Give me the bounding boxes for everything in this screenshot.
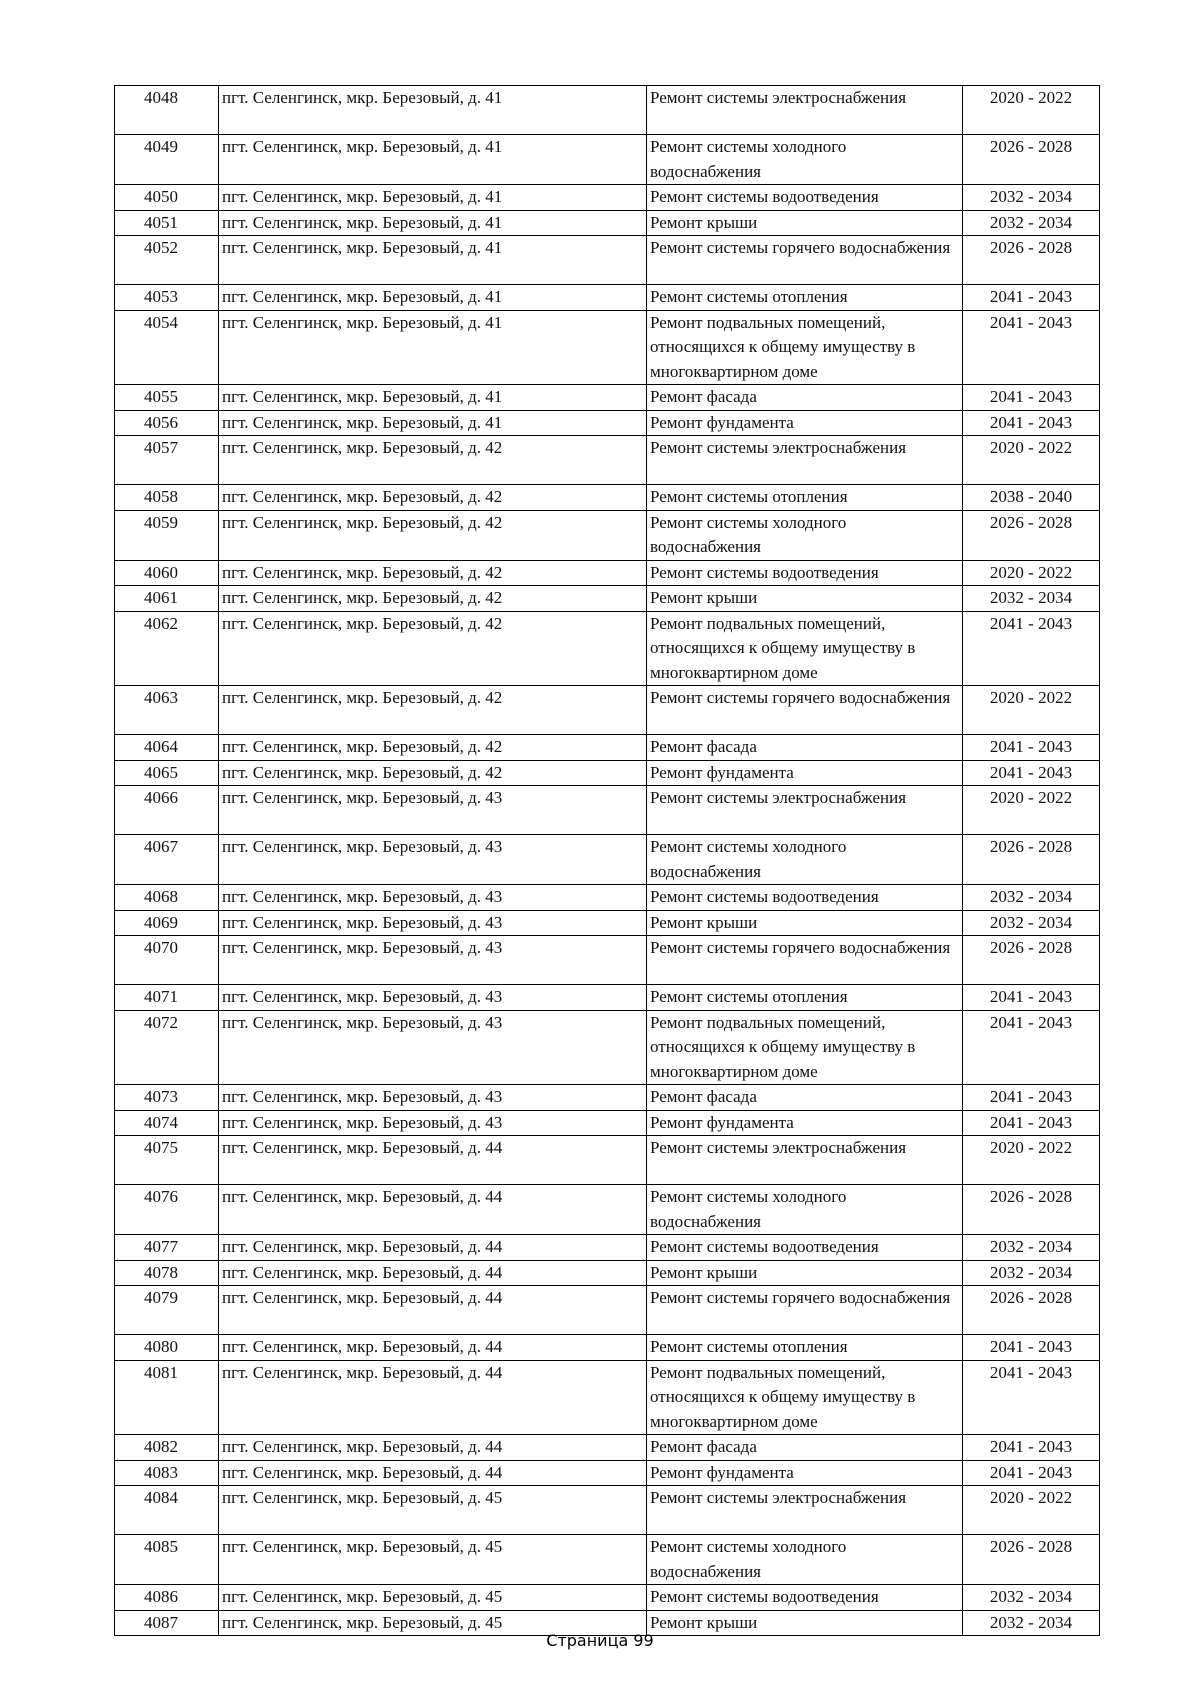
period-cell: 2041 - 2043	[963, 1010, 1100, 1085]
address-cell: пгт. Селенгинск, мкр. Березовый, д. 45	[219, 1535, 647, 1585]
address-cell: пгт. Селенгинск, мкр. Березовый, д. 42	[219, 686, 647, 735]
period-cell: 2041 - 2043	[963, 760, 1100, 786]
period-cell: 2026 - 2028	[963, 1185, 1100, 1235]
row-number-cell: 4087	[115, 1610, 219, 1636]
address-cell: пгт. Селенгинск, мкр. Березовый, д. 41	[219, 135, 647, 185]
row-number-cell: 4075	[115, 1136, 219, 1185]
period-cell: 2041 - 2043	[963, 985, 1100, 1011]
row-number-cell: 4057	[115, 436, 219, 485]
table-row	[115, 1335, 1100, 1361]
row-number-cell: 4078	[115, 1260, 219, 1286]
address-cell: пгт. Селенгинск, мкр. Березовый, д. 43	[219, 1110, 647, 1136]
table-row	[115, 385, 1100, 411]
address-cell: пгт. Селенгинск, мкр. Березовый, д. 45	[219, 1585, 647, 1611]
period-cell: 2032 - 2034	[963, 1585, 1100, 1611]
work-type-cell: Ремонт фундамента	[647, 760, 963, 786]
row-number-cell: 4058	[115, 485, 219, 511]
row-number-cell: 4055	[115, 385, 219, 411]
address-cell: пгт. Селенгинск, мкр. Березовый, д. 43	[219, 936, 647, 985]
work-type-cell: Ремонт системы отопления	[647, 285, 963, 311]
period-cell: 2032 - 2034	[963, 1235, 1100, 1261]
address-cell: пгт. Селенгинск, мкр. Березовый, д. 43	[219, 885, 647, 911]
period-cell: 2020 - 2022	[963, 686, 1100, 735]
row-number-cell: 4081	[115, 1360, 219, 1435]
address-cell: пгт. Селенгинск, мкр. Березовый, д. 41	[219, 385, 647, 411]
address-cell: пгт. Селенгинск, мкр. Березовый, д. 42	[219, 586, 647, 612]
row-number-cell: 4073	[115, 1085, 219, 1111]
address-cell: пгт. Селенгинск, мкр. Березовый, д. 44	[219, 1360, 647, 1435]
row-number-cell: 4063	[115, 686, 219, 735]
row-number-cell: 4077	[115, 1235, 219, 1261]
period-cell: 2020 - 2022	[963, 1486, 1100, 1535]
row-number-cell: 4076	[115, 1185, 219, 1235]
address-cell: пгт. Селенгинск, мкр. Березовый, д. 45	[219, 1610, 647, 1636]
table-row	[115, 1360, 1100, 1435]
work-type-cell: Ремонт фасада	[647, 735, 963, 761]
table-row	[115, 1085, 1100, 1111]
table-row	[115, 686, 1100, 735]
period-cell: 2041 - 2043	[963, 1435, 1100, 1461]
address-cell: пгт. Селенгинск, мкр. Березовый, д. 43	[219, 985, 647, 1011]
period-cell: 2032 - 2034	[963, 1260, 1100, 1286]
table-row	[115, 835, 1100, 885]
table-row	[115, 1136, 1100, 1185]
row-number-cell: 4060	[115, 560, 219, 586]
work-type-cell: Ремонт подвальных помещений, относящихся к общему имуществу в многоквартирном доме	[647, 1010, 963, 1085]
table-row	[115, 560, 1100, 586]
period-cell: 2026 - 2028	[963, 510, 1100, 560]
table-row	[115, 586, 1100, 612]
row-number-cell: 4062	[115, 611, 219, 686]
period-cell: 2026 - 2028	[963, 936, 1100, 985]
table-row	[115, 485, 1100, 511]
period-cell: 2041 - 2043	[963, 1335, 1100, 1361]
address-cell: пгт. Селенгинск, мкр. Березовый, д. 42	[219, 735, 647, 761]
page-number: Страница 99	[546, 1631, 654, 1650]
row-number-cell: 4068	[115, 885, 219, 911]
period-cell: 2026 - 2028	[963, 236, 1100, 285]
work-type-cell: Ремонт системы водоотведения	[647, 1585, 963, 1611]
period-cell: 2041 - 2043	[963, 611, 1100, 686]
period-cell: 2032 - 2034	[963, 185, 1100, 211]
table-row	[115, 1185, 1100, 1235]
table-row	[115, 735, 1100, 761]
period-cell: 2020 - 2022	[963, 560, 1100, 586]
address-cell: пгт. Селенгинск, мкр. Березовый, д. 42	[219, 436, 647, 485]
work-type-cell: Ремонт фундамента	[647, 1460, 963, 1486]
address-cell: пгт. Селенгинск, мкр. Березовый, д. 41	[219, 410, 647, 436]
period-cell: 2041 - 2043	[963, 310, 1100, 385]
work-type-cell: Ремонт системы электроснабжения	[647, 786, 963, 835]
table-row	[115, 310, 1100, 385]
address-cell: пгт. Селенгинск, мкр. Березовый, д. 44	[219, 1335, 647, 1361]
address-cell: пгт. Селенгинск, мкр. Березовый, д. 44	[219, 1136, 647, 1185]
address-cell: пгт. Селенгинск, мкр. Березовый, д. 42	[219, 760, 647, 786]
work-type-cell: Ремонт крыши	[647, 1260, 963, 1286]
period-cell: 2026 - 2028	[963, 1535, 1100, 1585]
row-number-cell: 4056	[115, 410, 219, 436]
table-body	[115, 86, 1100, 1636]
address-cell: пгт. Селенгинск, мкр. Березовый, д. 42	[219, 611, 647, 686]
table-row	[115, 910, 1100, 936]
row-number-cell: 4067	[115, 835, 219, 885]
work-type-cell: Ремонт системы холодного водоснабжения	[647, 835, 963, 885]
period-cell: 2038 - 2040	[963, 485, 1100, 511]
work-type-cell: Ремонт системы электроснабжения	[647, 1136, 963, 1185]
work-type-cell: Ремонт фундамента	[647, 1110, 963, 1136]
period-cell: 2032 - 2034	[963, 586, 1100, 612]
work-type-cell: Ремонт системы холодного водоснабжения	[647, 1535, 963, 1585]
work-type-cell: Ремонт системы электроснабжения	[647, 436, 963, 485]
table-row	[115, 1585, 1100, 1611]
row-number-cell: 4048	[115, 86, 219, 135]
address-cell: пгт. Селенгинск, мкр. Березовый, д. 41	[219, 210, 647, 236]
work-type-cell: Ремонт крыши	[647, 586, 963, 612]
address-cell: пгт. Селенгинск, мкр. Березовый, д. 41	[219, 236, 647, 285]
row-number-cell: 4059	[115, 510, 219, 560]
table-row	[115, 885, 1100, 911]
work-type-cell: Ремонт фасада	[647, 385, 963, 411]
work-type-cell: Ремонт системы водоотведения	[647, 885, 963, 911]
table-row	[115, 86, 1100, 135]
row-number-cell: 4050	[115, 185, 219, 211]
row-number-cell: 4053	[115, 285, 219, 311]
row-number-cell: 4054	[115, 310, 219, 385]
work-type-cell: Ремонт подвальных помещений, относящихся к общему имуществу в многоквартирном доме	[647, 611, 963, 686]
period-cell: 2026 - 2028	[963, 1286, 1100, 1335]
table-row	[115, 786, 1100, 835]
work-type-cell: Ремонт системы горячего водоснабжения	[647, 236, 963, 285]
row-number-cell: 4051	[115, 210, 219, 236]
row-number-cell: 4069	[115, 910, 219, 936]
row-number-cell: 4065	[115, 760, 219, 786]
address-cell: пгт. Селенгинск, мкр. Березовый, д. 42	[219, 485, 647, 511]
address-cell: пгт. Селенгинск, мкр. Березовый, д. 43	[219, 910, 647, 936]
work-type-cell: Ремонт системы горячего водоснабжения	[647, 1286, 963, 1335]
period-cell: 2032 - 2034	[963, 910, 1100, 936]
row-number-cell: 4082	[115, 1435, 219, 1461]
address-cell: пгт. Селенгинск, мкр. Березовый, д. 45	[219, 1486, 647, 1535]
address-cell: пгт. Селенгинск, мкр. Березовый, д. 44	[219, 1286, 647, 1335]
address-cell: пгт. Селенгинск, мкр. Березовый, д. 43	[219, 1010, 647, 1085]
work-type-cell: Ремонт системы горячего водоснабжения	[647, 686, 963, 735]
period-cell: 2020 - 2022	[963, 1136, 1100, 1185]
table-row	[115, 1535, 1100, 1585]
work-type-cell: Ремонт крыши	[647, 910, 963, 936]
row-number-cell: 4049	[115, 135, 219, 185]
address-cell: пгт. Селенгинск, мкр. Березовый, д. 41	[219, 285, 647, 311]
table-row	[115, 985, 1100, 1011]
work-type-cell: Ремонт системы электроснабжения	[647, 86, 963, 135]
work-type-cell: Ремонт системы водоотведения	[647, 1235, 963, 1261]
table-row	[115, 285, 1100, 311]
table-row	[115, 135, 1100, 185]
table-row	[115, 760, 1100, 786]
work-type-cell: Ремонт системы отопления	[647, 1335, 963, 1361]
address-cell: пгт. Селенгинск, мкр. Березовый, д. 43	[219, 786, 647, 835]
row-number-cell: 4070	[115, 936, 219, 985]
period-cell: 2020 - 2022	[963, 436, 1100, 485]
table-row	[115, 1460, 1100, 1486]
table-row	[115, 1486, 1100, 1535]
work-type-cell: Ремонт подвальных помещений, относящихся к общему имуществу в многоквартирном доме	[647, 310, 963, 385]
row-number-cell: 4074	[115, 1110, 219, 1136]
period-cell: 2032 - 2034	[963, 210, 1100, 236]
address-cell: пгт. Селенгинск, мкр. Березовый, д. 43	[219, 835, 647, 885]
period-cell: 2041 - 2043	[963, 1110, 1100, 1136]
work-type-cell: Ремонт фасада	[647, 1085, 963, 1111]
work-type-cell: Ремонт системы холодного водоснабжения	[647, 1185, 963, 1235]
work-type-cell: Ремонт системы отопления	[647, 485, 963, 511]
period-cell: 2041 - 2043	[963, 1360, 1100, 1435]
row-number-cell: 4052	[115, 236, 219, 285]
address-cell: пгт. Селенгинск, мкр. Березовый, д. 44	[219, 1235, 647, 1261]
period-cell: 2032 - 2034	[963, 1610, 1100, 1636]
row-number-cell: 4061	[115, 586, 219, 612]
repair-schedule-table	[114, 85, 1100, 1636]
period-cell: 2020 - 2022	[963, 786, 1100, 835]
period-cell: 2041 - 2043	[963, 1460, 1100, 1486]
address-cell: пгт. Селенгинск, мкр. Березовый, д. 41	[219, 310, 647, 385]
period-cell: 2026 - 2028	[963, 835, 1100, 885]
period-cell: 2041 - 2043	[963, 285, 1100, 311]
table-row	[115, 1235, 1100, 1261]
work-type-cell: Ремонт подвальных помещений, относящихся к общему имуществу в многоквартирном доме	[647, 1360, 963, 1435]
address-cell: пгт. Селенгинск, мкр. Березовый, д. 43	[219, 1085, 647, 1111]
table-row	[115, 1110, 1100, 1136]
table-row	[115, 1260, 1100, 1286]
period-cell: 2041 - 2043	[963, 735, 1100, 761]
table-row	[115, 936, 1100, 985]
row-number-cell: 4071	[115, 985, 219, 1011]
table-row	[115, 1010, 1100, 1085]
work-type-cell: Ремонт фундамента	[647, 410, 963, 436]
table-row	[115, 185, 1100, 211]
row-number-cell: 4066	[115, 786, 219, 835]
work-type-cell: Ремонт системы электроснабжения	[647, 1486, 963, 1535]
row-number-cell: 4086	[115, 1585, 219, 1611]
work-type-cell: Ремонт системы горячего водоснабжения	[647, 936, 963, 985]
row-number-cell: 4085	[115, 1535, 219, 1585]
address-cell: пгт. Селенгинск, мкр. Березовый, д. 42	[219, 510, 647, 560]
table-row	[115, 436, 1100, 485]
address-cell: пгт. Селенгинск, мкр. Березовый, д. 44	[219, 1435, 647, 1461]
work-type-cell: Ремонт системы холодного водоснабжения	[647, 135, 963, 185]
row-number-cell: 4064	[115, 735, 219, 761]
address-cell: пгт. Селенгинск, мкр. Березовый, д. 41	[219, 185, 647, 211]
work-type-cell: Ремонт фасада	[647, 1435, 963, 1461]
row-number-cell: 4080	[115, 1335, 219, 1361]
address-cell: пгт. Селенгинск, мкр. Березовый, д. 44	[219, 1185, 647, 1235]
period-cell: 2032 - 2034	[963, 885, 1100, 911]
table-row	[115, 611, 1100, 686]
work-type-cell: Ремонт системы водоотведения	[647, 560, 963, 586]
work-type-cell: Ремонт крыши	[647, 210, 963, 236]
row-number-cell: 4079	[115, 1286, 219, 1335]
work-type-cell: Ремонт системы отопления	[647, 985, 963, 1011]
work-type-cell: Ремонт крыши	[647, 1610, 963, 1636]
address-cell: пгт. Селенгинск, мкр. Березовый, д. 42	[219, 560, 647, 586]
table-row	[115, 236, 1100, 285]
work-type-cell: Ремонт системы холодного водоснабжения	[647, 510, 963, 560]
address-cell: пгт. Селенгинск, мкр. Березовый, д. 44	[219, 1260, 647, 1286]
address-cell: пгт. Селенгинск, мкр. Березовый, д. 44	[219, 1460, 647, 1486]
period-cell: 2026 - 2028	[963, 135, 1100, 185]
period-cell: 2020 - 2022	[963, 86, 1100, 135]
period-cell: 2041 - 2043	[963, 385, 1100, 411]
work-type-cell: Ремонт системы водоотведения	[647, 185, 963, 211]
table-row	[115, 1286, 1100, 1335]
table-row	[115, 1435, 1100, 1461]
period-cell: 2041 - 2043	[963, 1085, 1100, 1111]
row-number-cell: 4072	[115, 1010, 219, 1085]
row-number-cell: 4084	[115, 1486, 219, 1535]
row-number-cell: 4083	[115, 1460, 219, 1486]
period-cell: 2041 - 2043	[963, 410, 1100, 436]
address-cell: пгт. Селенгинск, мкр. Березовый, д. 41	[219, 86, 647, 135]
table-row	[115, 510, 1100, 560]
table-row	[115, 210, 1100, 236]
table-row	[115, 410, 1100, 436]
